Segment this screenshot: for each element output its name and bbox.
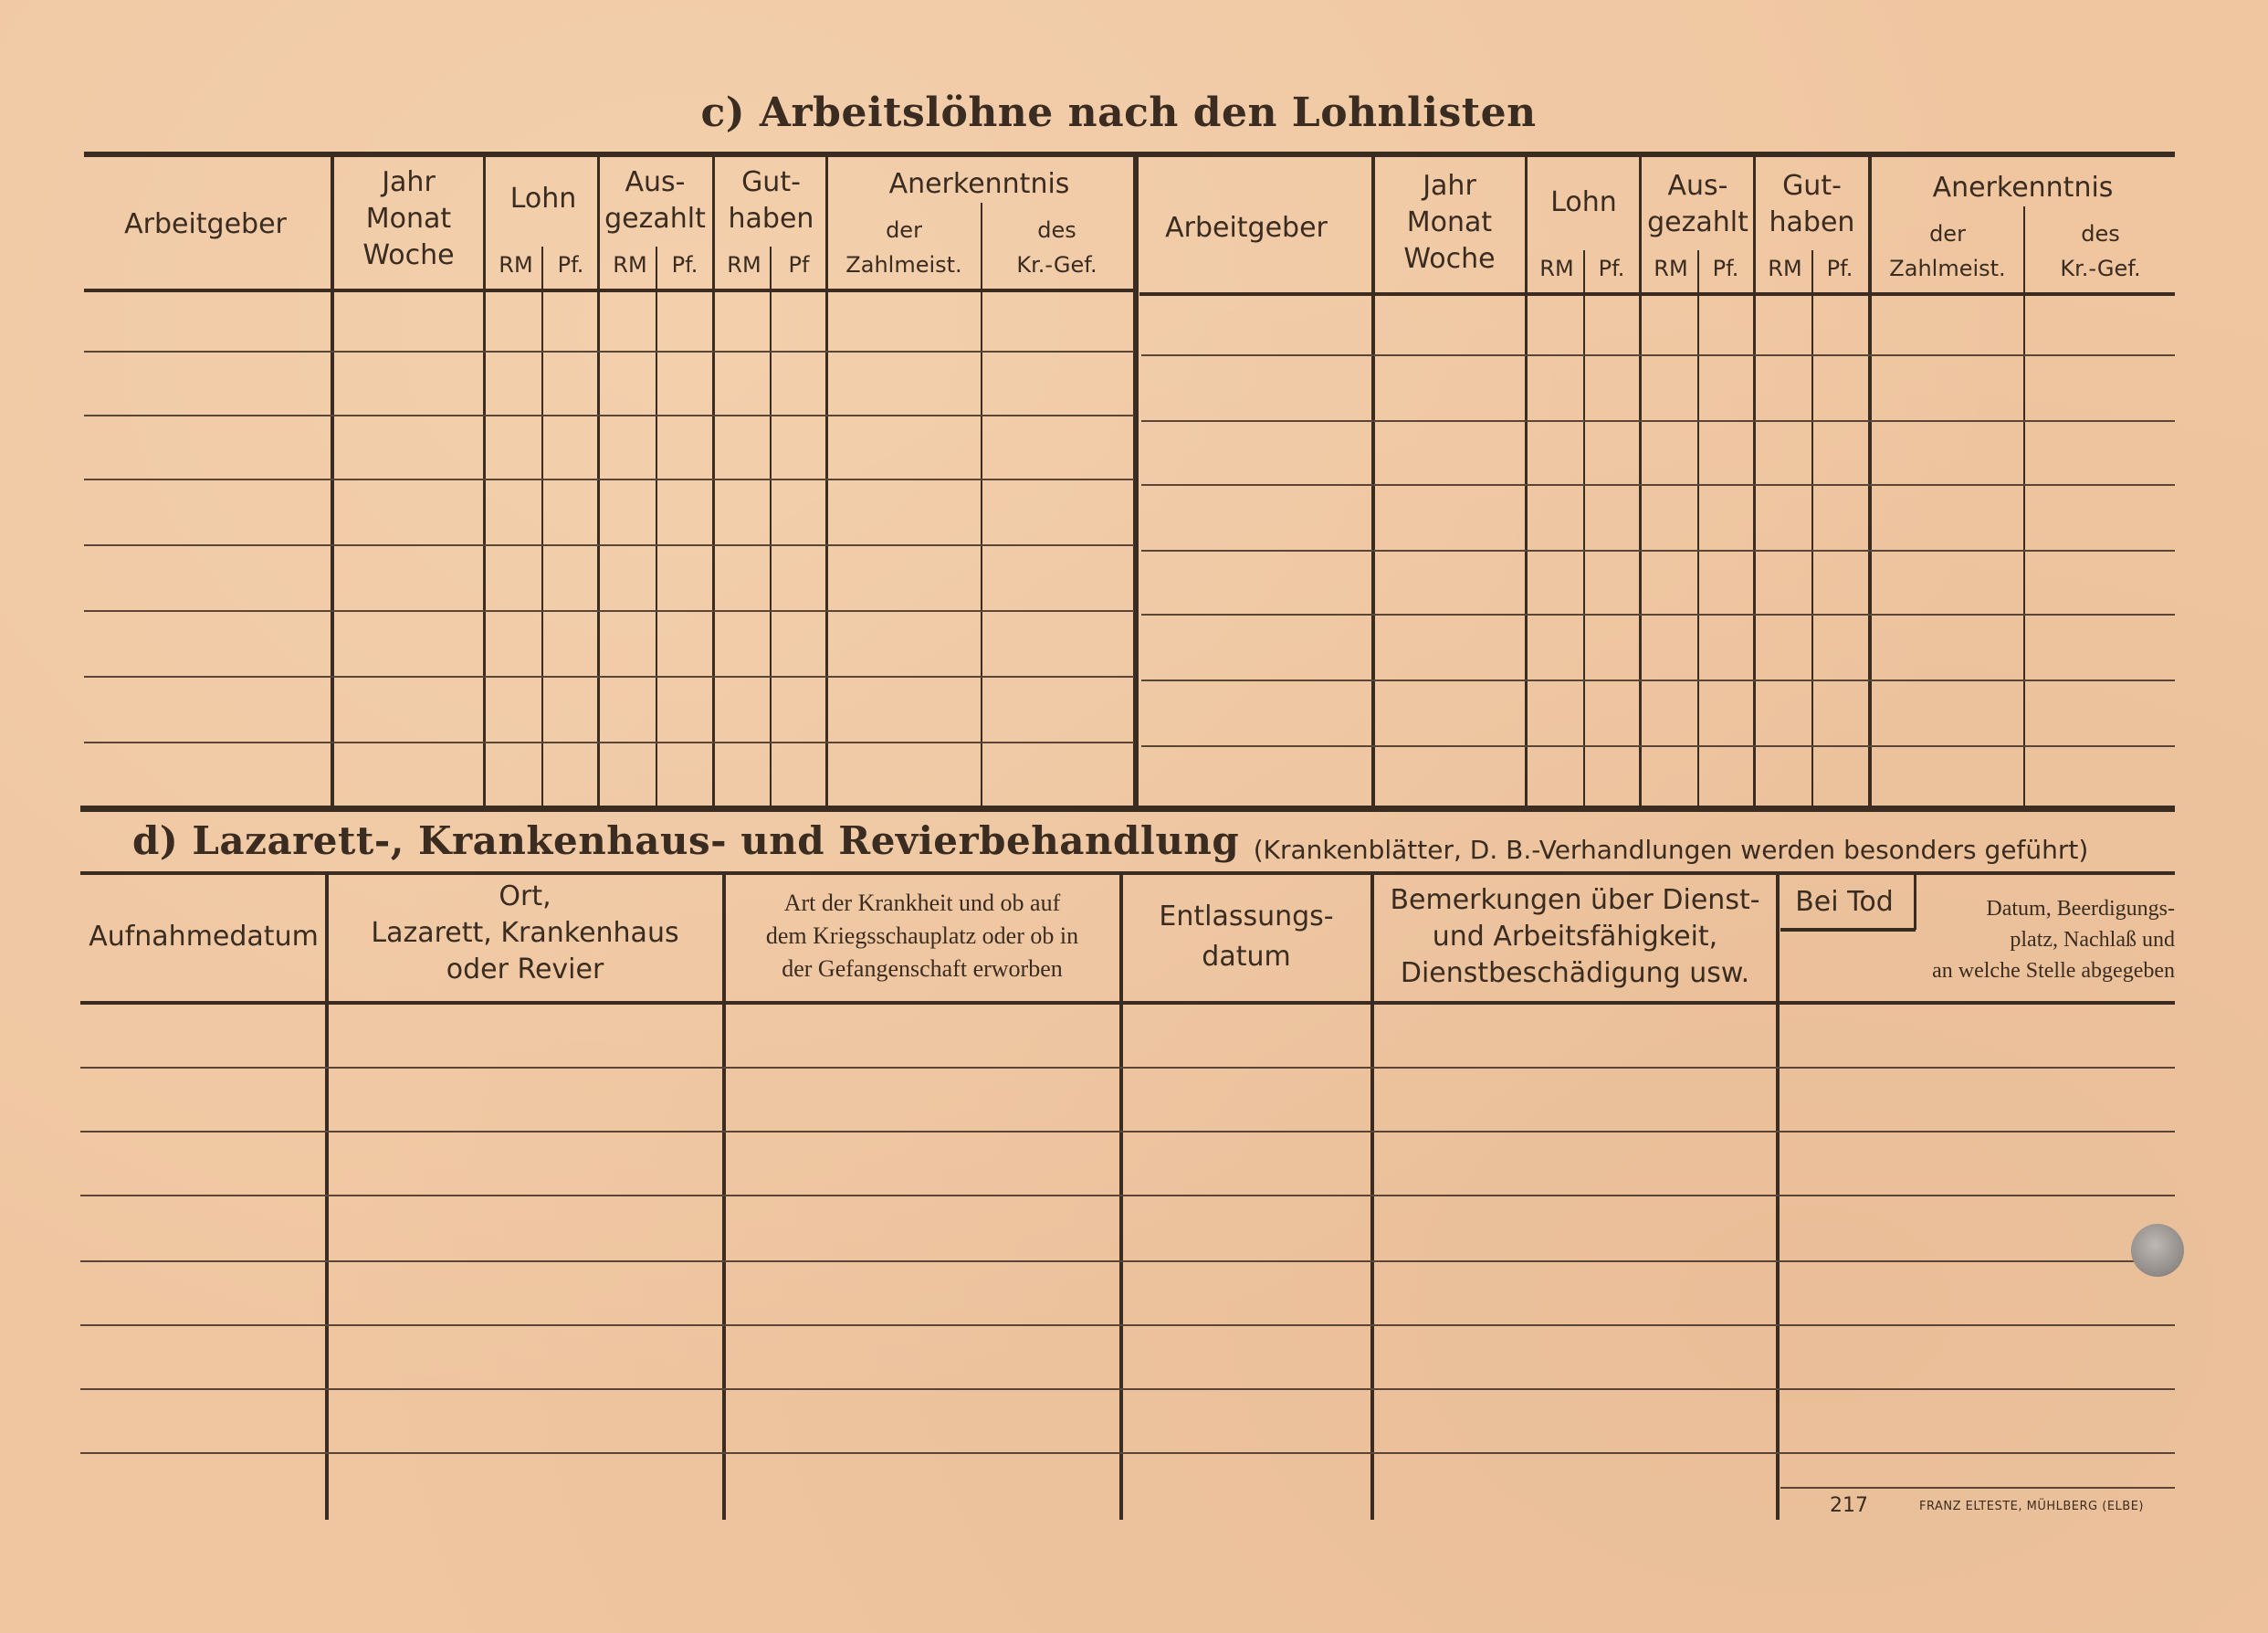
- header-arbeitgeber-right: Arbeitgeber: [1165, 212, 1328, 244]
- header-ausgezahlt-left: Aus-: [625, 166, 686, 198]
- header-bemerkungen: Bemerkungen über Dienst-: [1390, 884, 1760, 916]
- header-anerkenntnis-left: Anerkenntnis: [888, 168, 1070, 200]
- section-c-top-rule: [84, 152, 2175, 157]
- header-ort: Ort,: [499, 880, 551, 912]
- header-bei-tod: Bei Tod: [1795, 886, 1894, 918]
- header-jahr-left: Jahr: [382, 166, 436, 198]
- header-guthaben-right: Gut-: [1782, 170, 1842, 202]
- header-guthaben-left: Gut-: [741, 166, 801, 198]
- header-arbeitgeber-left: Arbeitgeber: [124, 208, 287, 240]
- header-aufnahmedatum: Aufnahmedatum: [89, 921, 319, 953]
- section-d-title: d) Lazarett-, Krankenhaus- und Revierbehandlung: [132, 818, 1240, 863]
- header-datum-beerdigung: Datum, Beerdigungs-: [1986, 897, 2175, 921]
- section-d-note: (Krankenblätter, D. B.-Verhandlungen werden besonders geführt): [1253, 835, 2089, 865]
- form-number: 217: [1830, 1494, 1868, 1517]
- punch-hole: [2131, 1224, 2184, 1277]
- header-jahr-right: Jahr: [1423, 170, 1476, 202]
- header-art: Art der Krankheit und ob auf: [783, 890, 1061, 916]
- section-divider: [80, 806, 2175, 812]
- header-lohn-left: Lohn: [509, 183, 577, 215]
- form-page: c) Arbeitslöhne nach den Lohnlisten Arbeitgeber Jahr Monat Woche Lohn RM Pf. Aus- gezahlt RM Pf. Gut- haben RM Pf Anerkenntnis der Zahlmeist. des Kr.-Gef. Arbeitgeber Jahr Monat Woche Lohn RM Pf. Aus- gezahlt RM Pf. Gut- haben RM Pf. Anerkenntnis der Zahlmeist. des Kr.-Gef. d) Lazarett-, Krankenhaus- und Revierbehandlung (Krankenblätter, D. B.-Verhandlungen werden besonders geführt) Aufnahmedatum Ort, Lazarett, Krankenhaus oder Revier Art der Krankheit und ob auf dem Kriegsschauplatz oder ob in der Gefangenschaft erworben Entlassungs- datum Bemerkungen über Dienst- und Arbeitsfähigkeit, Dienstbeschädigung usw. Bei Tod Datum, Beerdigungs- platz, Nachlaß und an welche Stelle abgegeben 217 FRANZ ELTESTE, MÜHLBERG (ELBE): [0, 0, 2268, 1633]
- header-anerkenntnis-right: Anerkenntnis: [1932, 172, 2114, 204]
- header-lohn-right: Lohn: [1550, 186, 1617, 218]
- printer-imprint: FRANZ ELTESTE, MÜHLBERG (ELBE): [1919, 1500, 2144, 1513]
- section-c-title: c) Arbeitslöhne nach den Lohnlisten: [700, 90, 1537, 136]
- header-entlassungsdatum: Entlassungs-: [1159, 901, 1334, 932]
- header-ausgezahlt-right: Aus-: [1667, 170, 1728, 202]
